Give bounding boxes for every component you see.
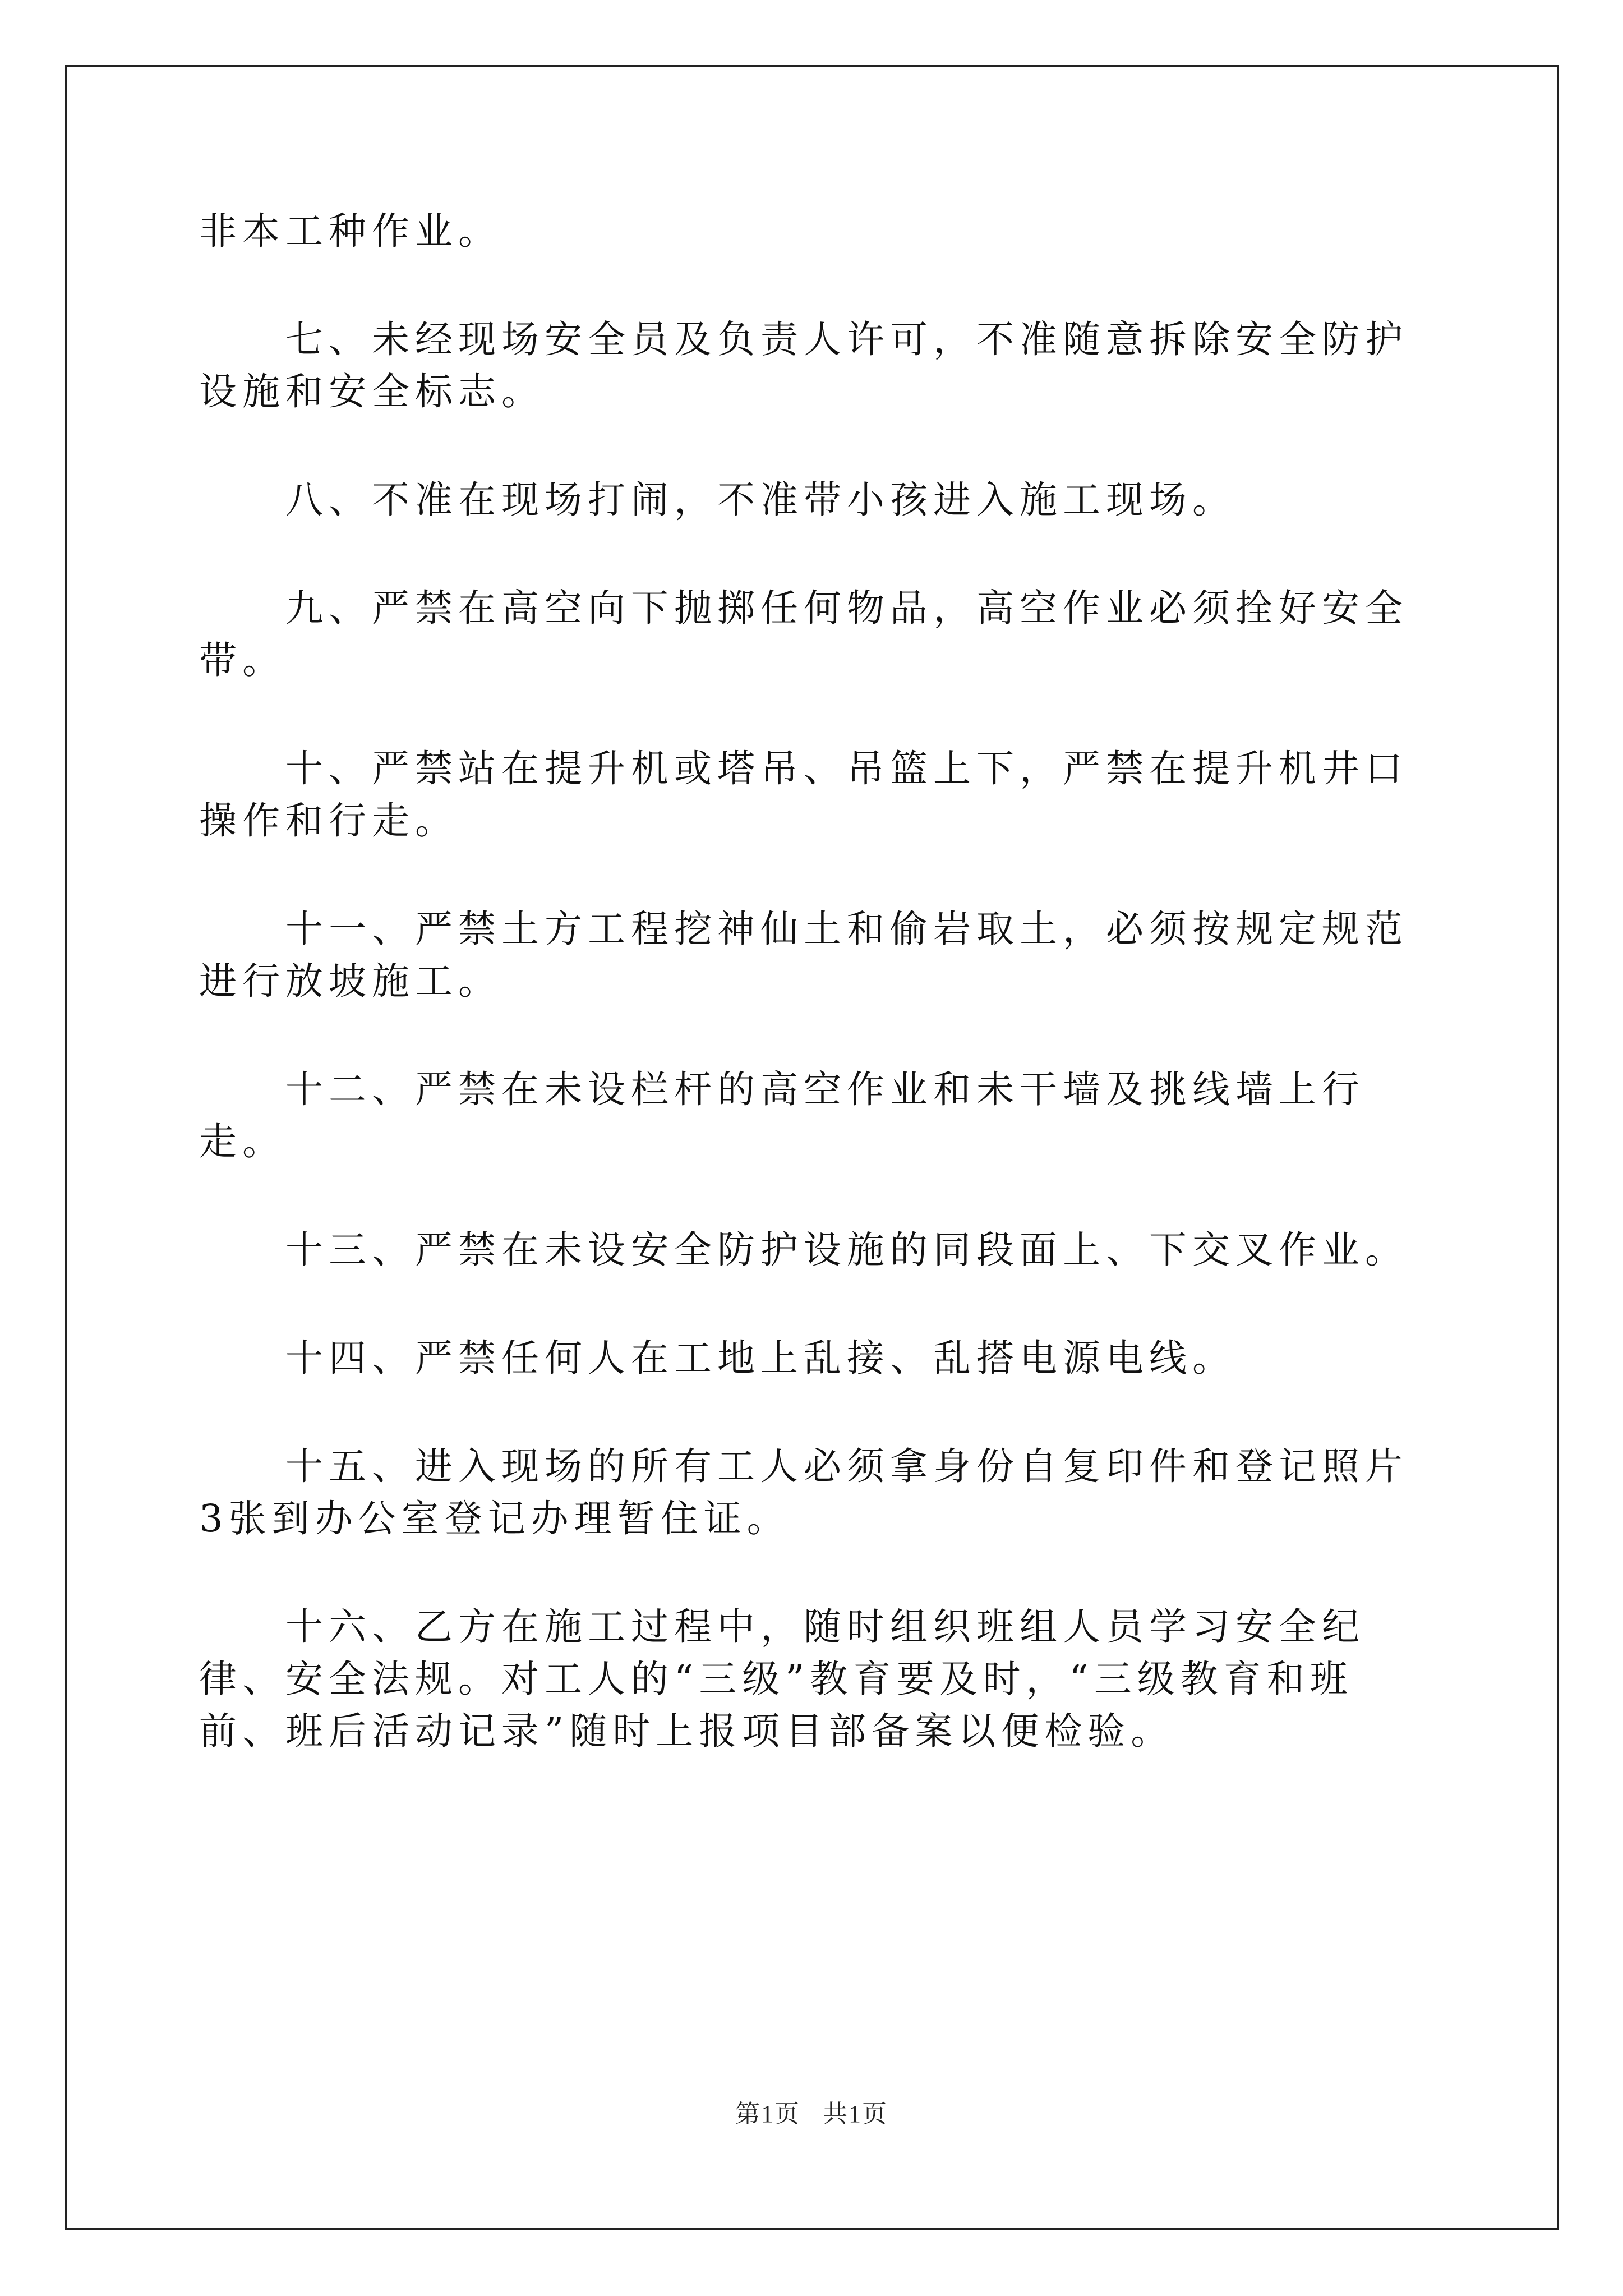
paragraph-rule-8: 八、不准在现场打闹，不准带小孩进入施工现场。 [285,478,1235,522]
paragraph-rule-13: 十三、严禁在未设安全防护设施的同段面上、下交叉作业。 [285,1228,1408,1272]
paragraph-rule-10: 十、严禁站在提升机或塔吊、吊篮上下，严禁在提升机井口操作和行走。 [199,747,1408,843]
document-body [199,205,1433,1814]
page-footer [0,2093,1623,2129]
paragraph-rule-16: 十六、乙方在施工过程中，随时组织班组人员学习安全纪律、安全法规。对工人的“三级”教育要及时，“三级教育和班前、班后活动记录”随时上报项目部备案以便检验。 [199,1605,1365,1753]
paragraph-rule-12: 十二、严禁在未设栏杆的高空作业和未干墙及挑线墙上行走。 [199,1068,1365,1163]
page-number-current: 第1页 [735,2100,800,2128]
paragraph-rule-9: 九、严禁在高空向下抛掷任何物品，高空作业必须拴好安全带。 [199,586,1408,682]
page-number-total: 共1页 [823,2100,888,2128]
paragraph-rule-7: 七、未经现场安全员及负责人许可，不准随意拆除安全防护设施和安全标志。 [199,318,1408,413]
paragraph-rule-11: 十一、严禁土方工程挖神仙土和偷岩取土，必须按规定规范进行放坡施工。 [199,907,1408,1003]
paragraph-0: 非本工种作业。 [199,209,501,253]
paragraph-rule-14: 十四、严禁任何人在工地上乱接、乱搭电源电线。 [285,1336,1235,1380]
paragraph-rule-15: 十五、进入现场的所有工人必须拿身份自复印件和登记照片3张到办公室登记办理暂住证。 [199,1444,1408,1540]
